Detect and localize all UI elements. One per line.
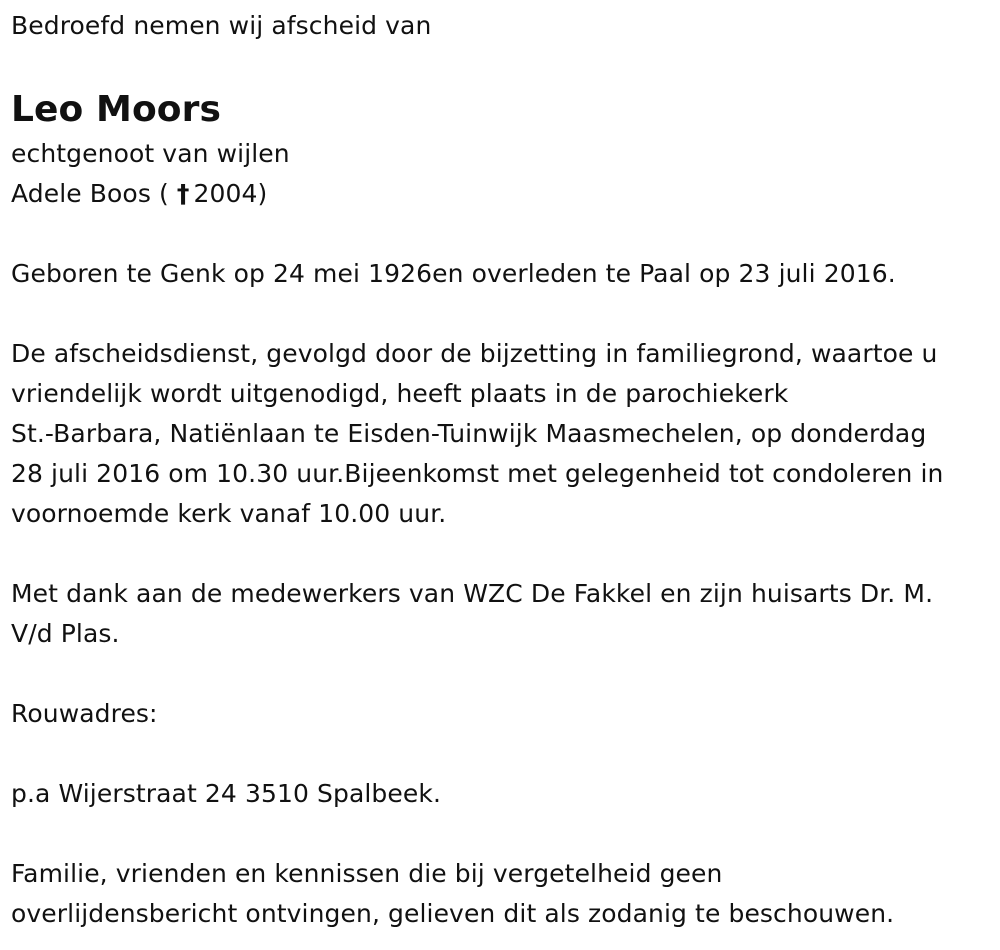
spouse-line [11,174,996,214]
ceremony-line: St.-Barbara, Natiënlaan te Eisden-Tuinwijk Maasmechelen, op donderdag [11,419,927,448]
spacer [11,814,996,854]
spouse-relation: echtgenoot van wijlen [11,139,290,168]
spacer [11,294,996,334]
spacer [11,654,996,694]
spacer [11,734,996,774]
cross-icon: † [176,179,190,208]
birth-death-text: Geboren te Genk op 24 mei 1926en overleden te Paal op 23 juli 2016. [11,259,896,288]
address-text: p.a Wijerstraat 24 3510 Spalbeek. [11,779,441,808]
ceremony-line: vriendelijk wordt uitgenodigd, heeft plaats in de parochiekerk [11,379,789,408]
spacer [11,214,996,254]
closing-line: Familie, vrienden en kennissen die bij vergetelheid geen [11,859,723,888]
ceremony-paragraph [11,334,996,534]
address-label: Rouwadres: [11,699,158,728]
spouse-name: Adele Boos ( [11,179,169,208]
intro-text: Bedroefd nemen wij afscheid van [11,11,432,40]
thanks-paragraph [11,574,996,654]
closing-line: overlijdensbericht ontvingen, gelieven dit als zodanig te beschouwen. [11,899,895,928]
ceremony-line: voornoemde kerk vanaf 10.00 uur. [11,499,447,528]
ceremony-line: De afscheidsdienst, gevolgd door de bijzetting in familiegrond, waartoe u [11,339,938,368]
spouse-death-year: 2004) [193,179,268,208]
ceremony-line: 28 juli 2016 om 10.30 uur.Bijeenkomst met gelegenheid tot condoleren in [11,459,944,488]
death-notice [11,6,996,934]
thanks-line: Met dank aan de medewerkers van WZC De Fakkel en zijn huisarts Dr. M. [11,579,934,608]
thanks-line: V/d Plas. [11,619,120,648]
spacer [11,534,996,574]
closing-paragraph [11,854,996,934]
spacer [11,46,996,86]
deceased-name: Leo Moors [11,89,221,130]
